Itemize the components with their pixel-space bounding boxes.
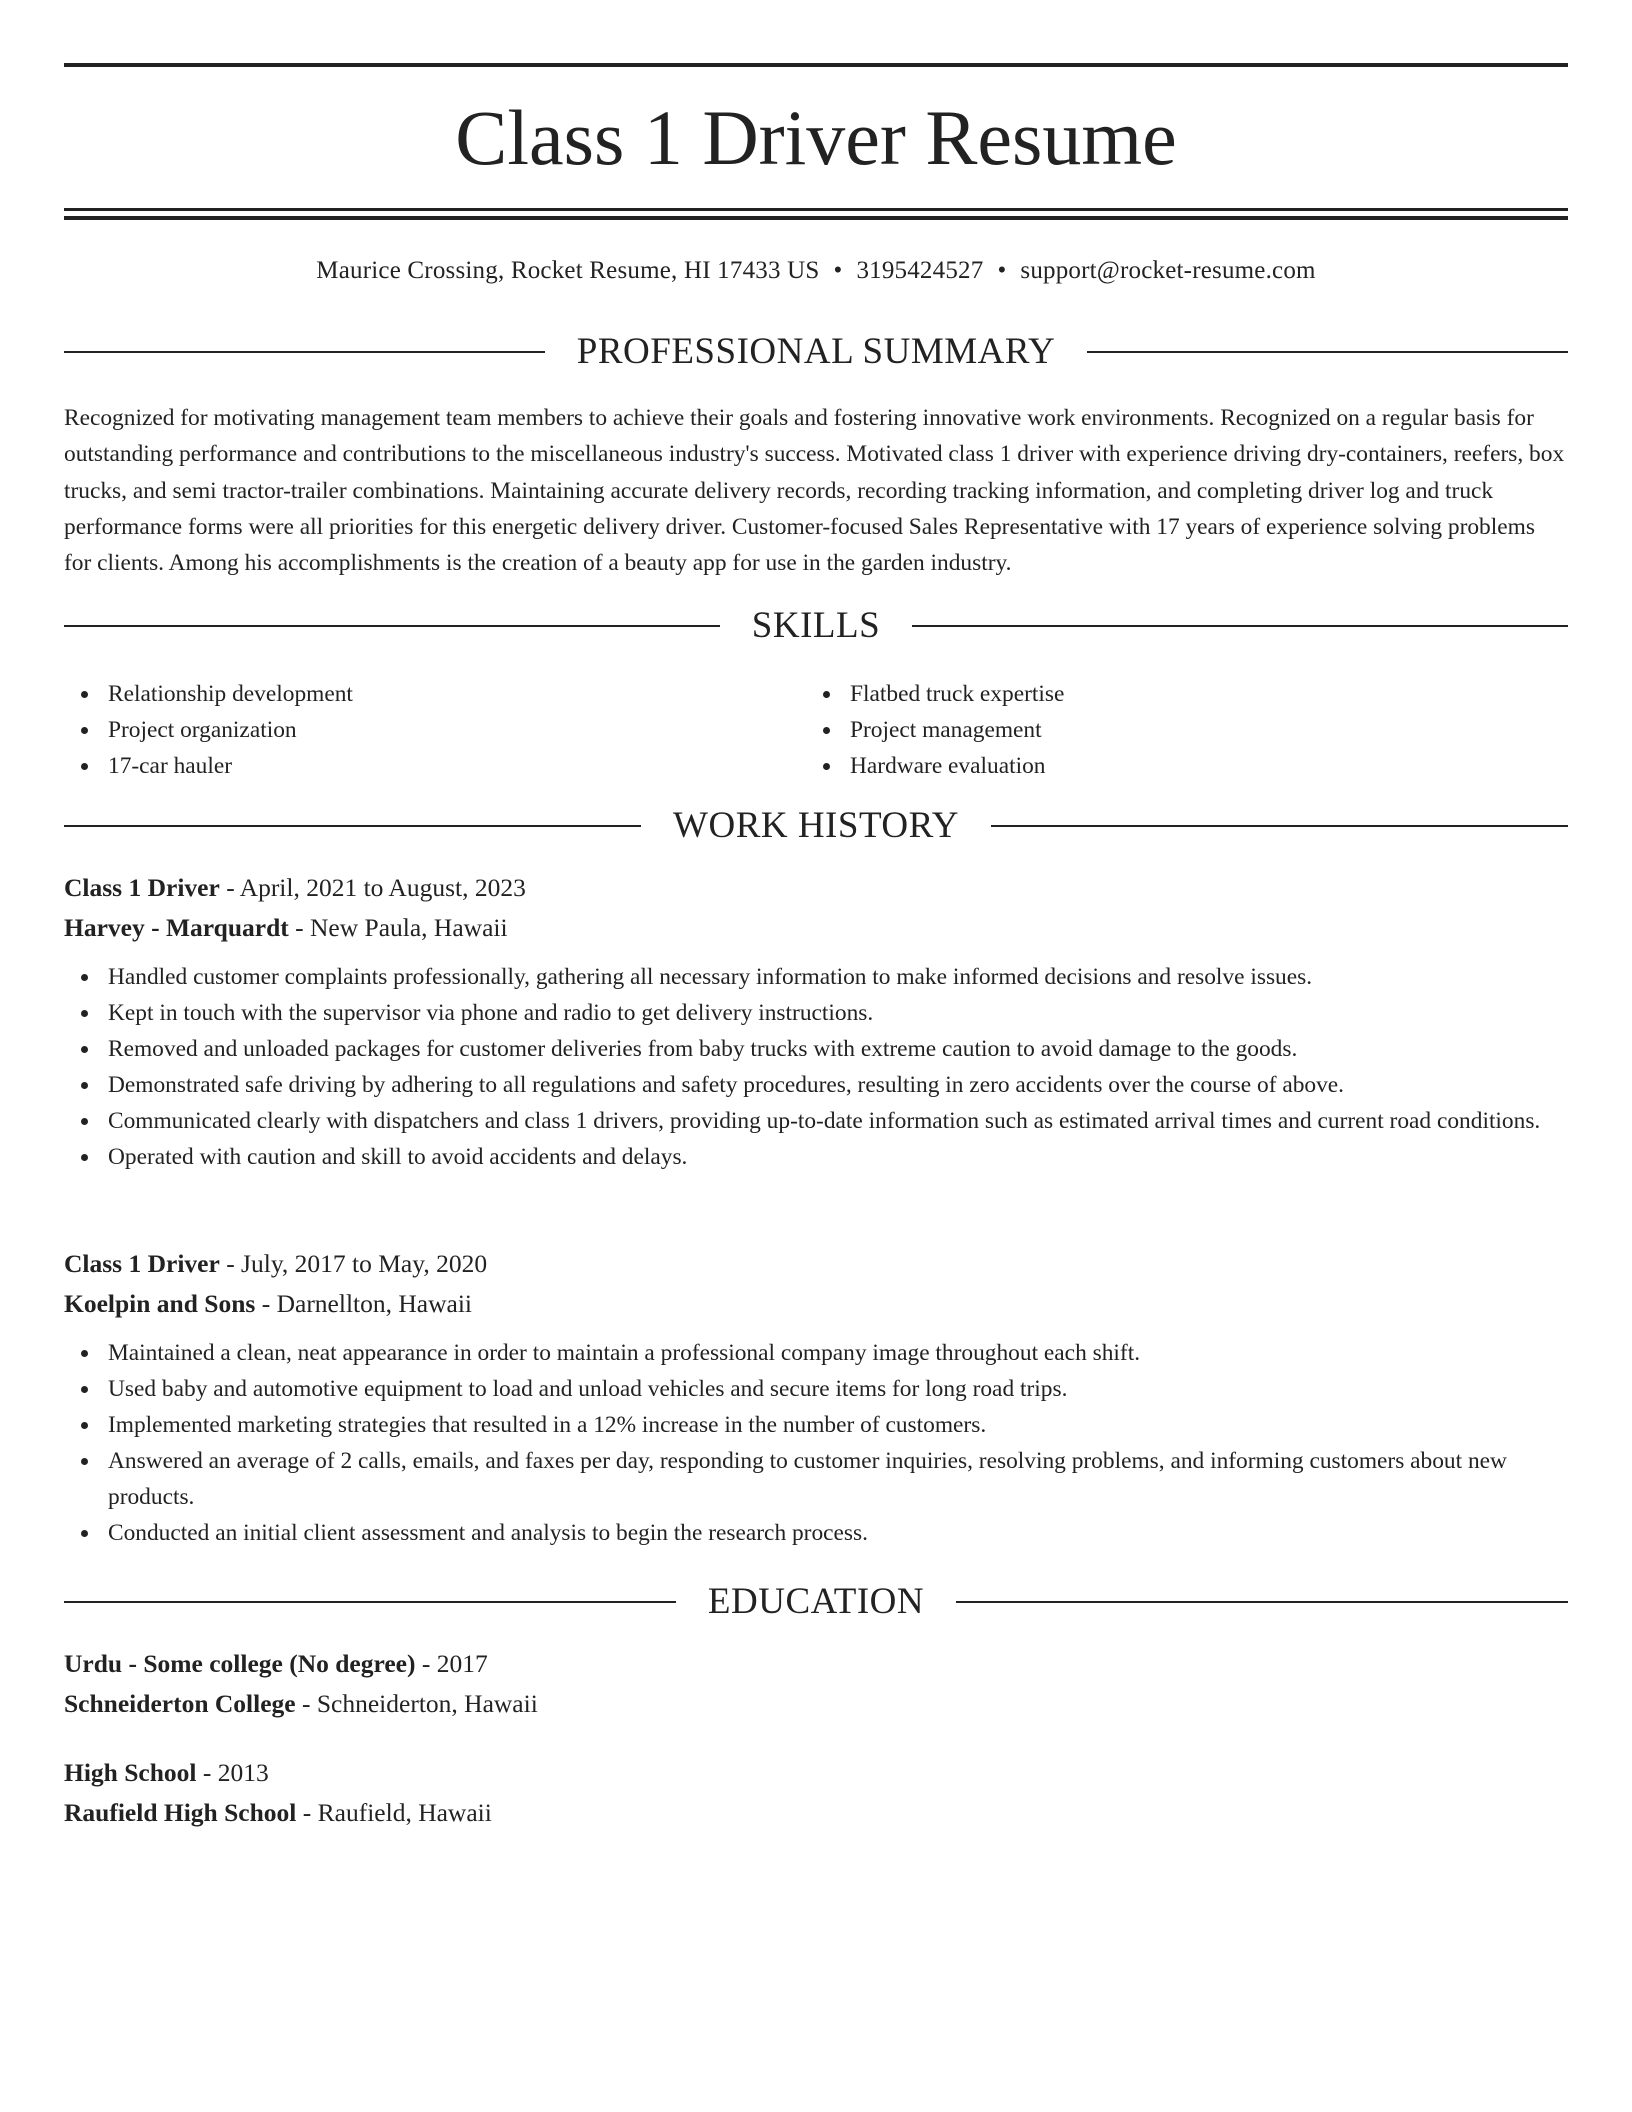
section-title: EDUCATION <box>707 1581 925 1622</box>
contact-separator: • <box>833 257 843 284</box>
education-school-line <box>64 1684 1568 1724</box>
page-title: Class 1 Driver Resume <box>455 94 1177 181</box>
job-location: - New Paula, Hawaii <box>288 913 508 942</box>
education-entry <box>64 1644 1568 1724</box>
job-role: Class 1 Driver <box>64 1249 220 1278</box>
job-duties-list <box>64 959 1568 1175</box>
job-dates: - July, 2017 to May, 2020 <box>219 1249 488 1278</box>
education-school-line <box>64 1793 1568 1833</box>
heading-rule <box>64 351 545 353</box>
job-duty: Operated with caution and skill to avoid accidents and delays. <box>64 1139 1568 1175</box>
job-title-line <box>64 1244 1568 1284</box>
heading-rule <box>1087 351 1568 353</box>
education-school: Raufield High School <box>64 1798 297 1827</box>
job-duty: Demonstrated safe driving by adhering to all regulations and safety procedures, resulting in zero accidents over the course of above. <box>64 1067 1568 1103</box>
education-year: - 2013 <box>196 1758 269 1787</box>
section-heading-summary <box>64 330 1568 374</box>
education-degree-line <box>64 1753 1568 1793</box>
education-location: - Schneiderton, Hawaii <box>295 1689 538 1718</box>
job-duty: Removed and unloaded packages for customer deliveries from baby trucks with extreme caution to avoid damage to the goods. <box>64 1031 1568 1067</box>
skill-item: Hardware evaluation <box>806 748 1064 784</box>
heading-rule <box>64 1601 676 1603</box>
job-duty: Maintained a clean, neat appearance in order to maintain a professional company image throughout each shift. <box>64 1335 1568 1371</box>
education-degree: Urdu - Some college (No degree) <box>64 1649 416 1678</box>
section-title: SKILLS <box>751 605 881 646</box>
skill-item: Flatbed truck expertise <box>806 676 1064 712</box>
job-duties-list <box>64 1335 1568 1551</box>
contact-phone: 3195424527 <box>856 257 984 284</box>
job-company: Harvey - Marquardt <box>64 913 289 942</box>
skill-item: Relationship development <box>64 676 353 712</box>
heading-rule <box>956 1601 1568 1603</box>
job-duty: Used baby and automotive equipment to load and unload vehicles and secure items for long road trips. <box>64 1371 1568 1407</box>
education-degree-line <box>64 1644 1568 1684</box>
education-entry <box>64 1753 1568 1833</box>
skill-item: Project management <box>806 712 1064 748</box>
job-duty: Implemented marketing strategies that resulted in a 12% increase in the number of customers. <box>64 1407 1568 1443</box>
job-company: Koelpin and Sons <box>64 1289 256 1318</box>
skills-list-right <box>806 676 1064 784</box>
contact-address: Maurice Crossing, Rocket Resume, HI 17433 US <box>316 257 820 284</box>
heading-rule <box>64 625 720 627</box>
section-title: WORK HISTORY <box>673 805 959 846</box>
section-heading-skills <box>64 604 1568 648</box>
contact-separator: • <box>997 257 1007 284</box>
summary-paragraph: Recognized for motivating management team members to achieve their goals and fostering innovative work environments. Recognized on a regular basis for outstanding performance and contributions to the miscellaneous industry's success. Motivated class 1 driver with experience driving dry-containers, reefers, box trucks, and semi tractor-trailer combinations. Maintaining accurate delivery records, recording tracking information, and completing driver log and truck performance forms were all priorities for this energetic delivery driver. Customer-focused Sales Representative with 17 years of experience solving problems for clients. Among his accomplishments is the creation of a beauty app for use in the garden industry. <box>64 405 1565 577</box>
job-role: Class 1 Driver <box>64 873 220 902</box>
section-heading-work <box>64 804 1568 848</box>
job-dates: - April, 2021 to August, 2023 <box>219 873 526 902</box>
job-duty: Answered an average of 2 calls, emails, and faxes per day, responding to customer inquiries, resolving problems, and informing customers about new products. <box>64 1443 1568 1515</box>
contact-email: support@rocket-resume.com <box>1020 257 1316 284</box>
education-school: Schneiderton College <box>64 1689 296 1718</box>
skill-item: 17-car hauler <box>64 748 353 784</box>
job-duty: Communicated clearly with dispatchers and class 1 drivers, providing up-to-date information such as estimated arrival times and current road conditions. <box>64 1103 1568 1139</box>
section-title: PROFESSIONAL SUMMARY <box>576 331 1056 372</box>
job-duty: Conducted an initial client assessment and analysis to begin the research process. <box>64 1515 1568 1551</box>
education-year: - 2017 <box>415 1649 488 1678</box>
skill-item: Project organization <box>64 712 353 748</box>
job-company-line <box>64 1284 1568 1324</box>
job-entry <box>64 868 1568 1175</box>
job-company-line <box>64 908 1568 948</box>
title-double-rule <box>64 208 1568 220</box>
section-heading-education <box>64 1580 1568 1624</box>
education-location: - Raufield, Hawaii <box>296 1798 492 1827</box>
job-title-line <box>64 868 1568 908</box>
job-location: - Darnellton, Hawaii <box>255 1289 473 1318</box>
job-entry <box>64 1244 1568 1551</box>
contact-line <box>64 254 1568 288</box>
education-degree: High School <box>64 1758 197 1787</box>
job-duty: Handled customer complaints professionally, gathering all necessary information to make informed decisions and resolve issues. <box>64 959 1568 995</box>
top-rule <box>64 63 1568 67</box>
skills-list-left <box>64 676 353 784</box>
heading-rule <box>64 825 641 827</box>
job-duty: Kept in touch with the supervisor via phone and radio to get delivery instructions. <box>64 995 1568 1031</box>
heading-rule <box>912 625 1568 627</box>
heading-rule <box>991 825 1568 827</box>
